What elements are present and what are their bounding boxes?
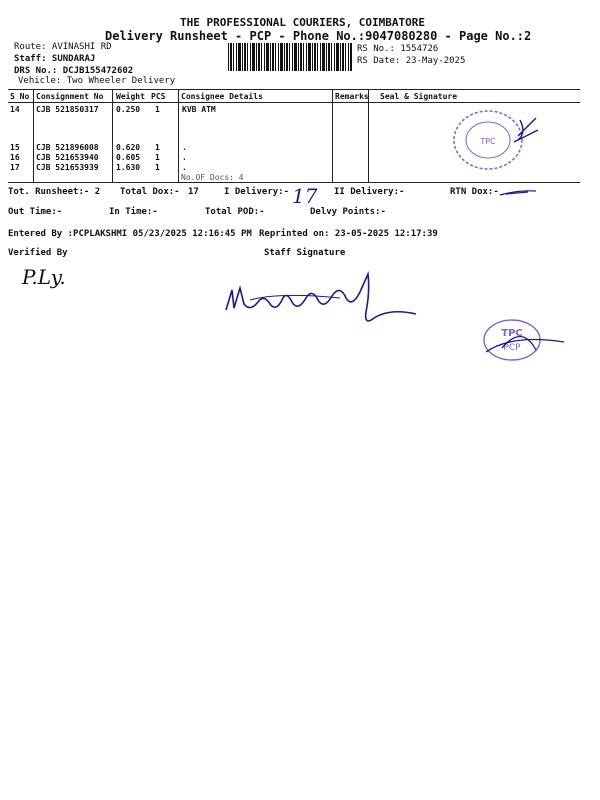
row-sno: 17 [10, 163, 20, 172]
row-pcs: 1 [155, 143, 160, 152]
row-sno: 14 [10, 105, 20, 114]
seal-stamp-icon [448, 106, 538, 176]
entered-by: Entered By :PCPLAKSHMI 05/23/2025 12:16:45 PM [8, 229, 252, 239]
rs-number: RS No.: 1554726 [357, 44, 439, 54]
table-bottom-border [8, 182, 580, 183]
route-label: Route: AVINASHI RD [14, 42, 112, 52]
svg-text:TPC: TPC [480, 137, 496, 146]
staff-label: Staff: SUNDARAJ [14, 54, 96, 64]
row-details: KVB ATM [182, 105, 216, 114]
row-sno: 16 [10, 153, 20, 162]
verified-initials: P.Ly. [22, 265, 66, 289]
staff-signature-label: Staff Signature [264, 248, 346, 258]
svg-text:PCP: PCP [503, 343, 521, 353]
row-consignment: CJB 521653940 [36, 153, 99, 162]
header-seal: Seal & Signature [380, 92, 458, 101]
row-pcs: 1 [155, 105, 160, 114]
rs-date: RS Date: 23-May-2025 [357, 56, 466, 66]
table-header-border [8, 102, 580, 103]
row-pcs: 1 [155, 163, 160, 172]
header-consignment: Consignment No [36, 92, 104, 101]
staff-signature-icon [220, 268, 430, 336]
col-divider [368, 89, 369, 182]
rtn-dox-scribble [498, 188, 538, 198]
vehicle-label: Vehicle: Two Wheeler Delivery [18, 76, 176, 86]
tot-runsheet: Tot. Runsheet:- 2 [8, 187, 101, 197]
total-pod: Total POD:- [205, 207, 265, 217]
row-details: . [182, 143, 187, 152]
row-weight: 0.250 [116, 105, 141, 114]
company-title: THE PROFESSIONAL COURIERS, COIMBATORE [180, 16, 426, 29]
header-pcs: PCS [151, 92, 166, 101]
row-details: . [182, 153, 187, 162]
row-consignment: CJB 521850317 [36, 105, 99, 114]
out-time: Out Time:- [8, 207, 63, 217]
row-weight: 0.605 [116, 153, 141, 162]
header-sno: S No [10, 92, 30, 101]
col-divider [332, 89, 333, 182]
header-weight: Weight [116, 92, 145, 101]
handwritten-delivery-count: 17 [292, 184, 318, 208]
row-pcs: 1 [155, 153, 160, 162]
reprinted-on: Reprinted on: 23-05-2025 12:17:39 [259, 229, 438, 239]
row-consignment: CJB 521896008 [36, 143, 99, 152]
header-consignee: Consignee Details [181, 92, 263, 101]
no-of-docs: No.OF Docs: 4 [181, 173, 244, 182]
rtn-dox: RTN Dox:- [450, 187, 499, 197]
total-dox: Total Dox:- [120, 187, 180, 197]
in-time: In Time:- [109, 207, 158, 217]
row-details: . [182, 163, 187, 172]
i-delivery: I Delivery:- [224, 187, 290, 197]
drs-label: DRS No.: DCJB155472602 [14, 66, 134, 76]
col-divider [33, 89, 34, 182]
svg-text:TPC: TPC [501, 328, 523, 339]
delvy-points: Delvy Points:- [310, 207, 386, 217]
runsheet-subtitle: Delivery Runsheet - PCP - Phone No.:9047080280 - Page No.:2 [105, 29, 532, 43]
row-sno: 15 [10, 143, 20, 152]
ii-delivery: II Delivery:- [334, 187, 405, 197]
tpc-stamp-icon [472, 314, 572, 370]
total-dox-value: 17 [188, 187, 199, 197]
barcode [228, 43, 352, 71]
header-remarks: Remarks [335, 92, 369, 101]
row-weight: 1.630 [116, 163, 141, 172]
col-divider [178, 89, 179, 182]
verified-by-label: Verified By [8, 248, 68, 258]
table-top-border [8, 89, 580, 90]
row-consignment: CJB 521653939 [36, 163, 99, 172]
col-divider [112, 89, 113, 182]
row-weight: 0.620 [116, 143, 141, 152]
